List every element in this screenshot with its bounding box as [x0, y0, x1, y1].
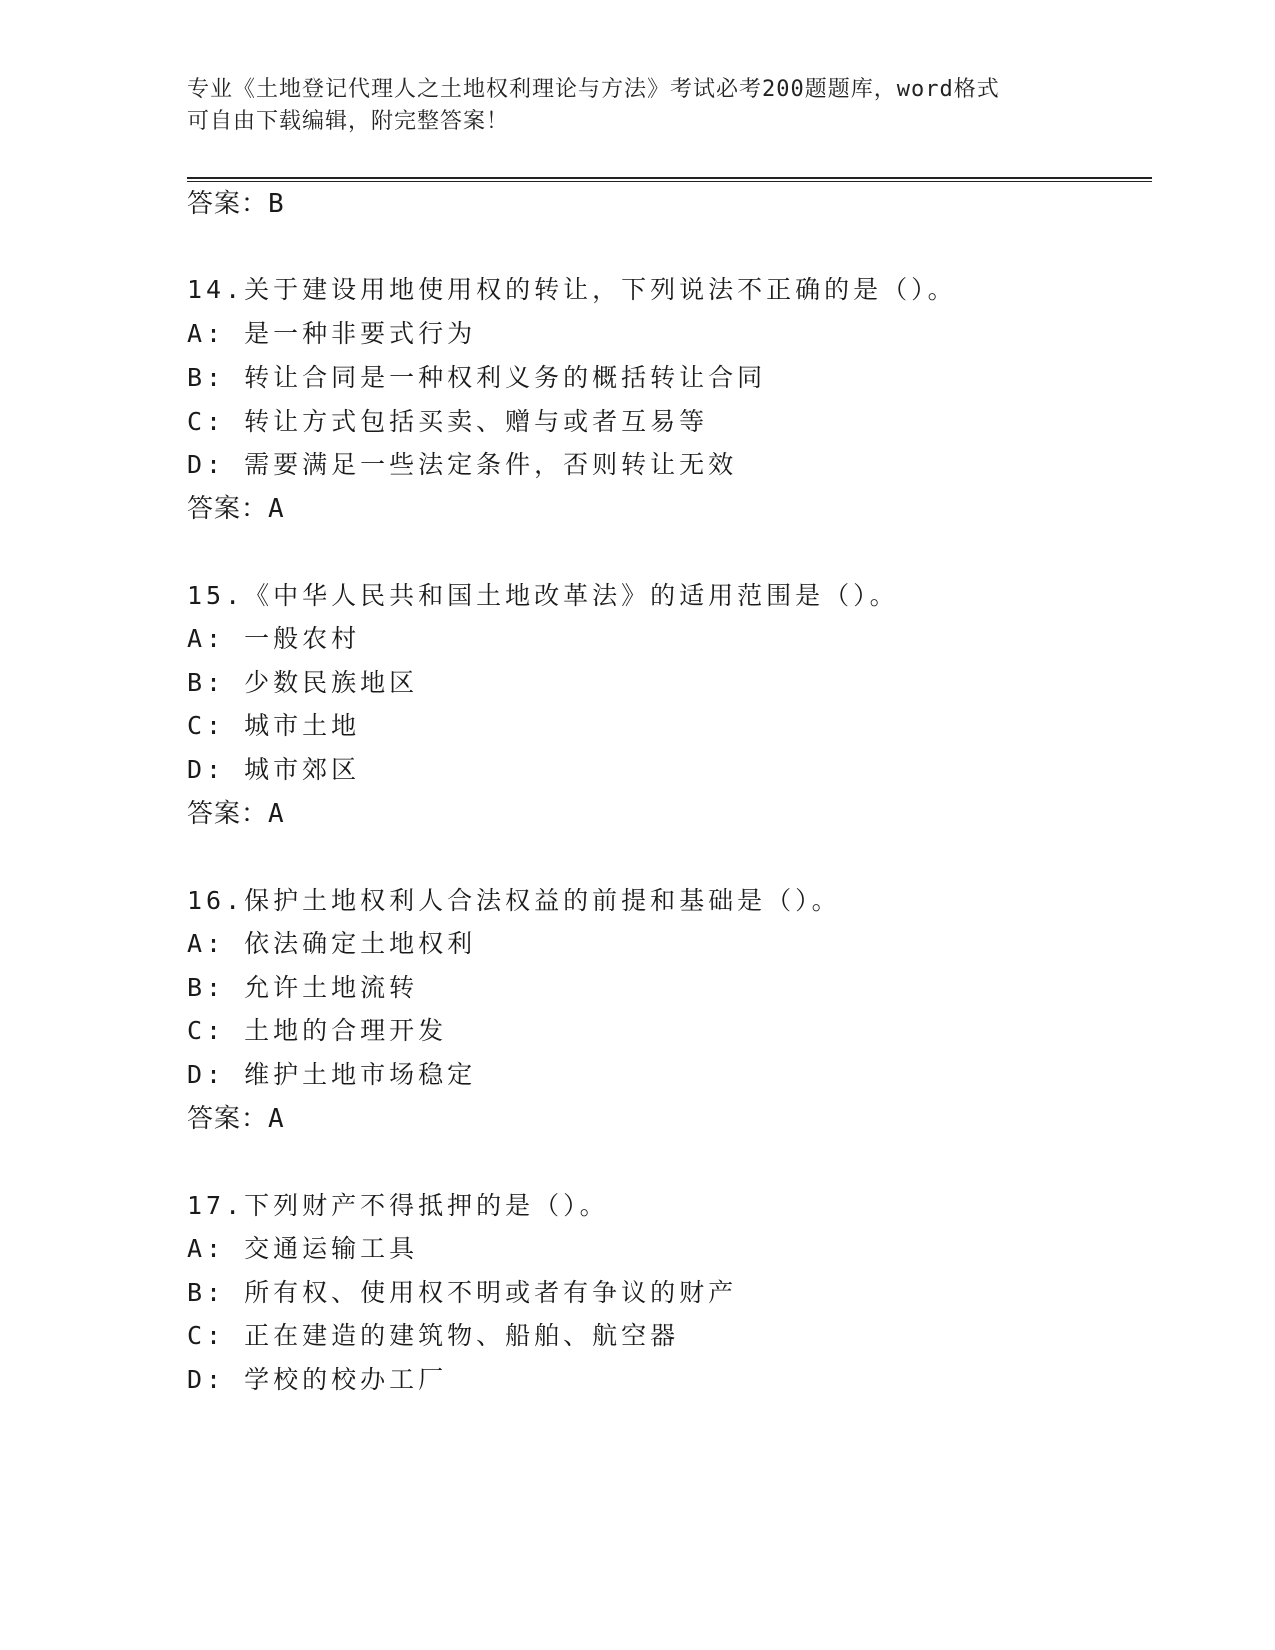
option-b: B: 所有权、使用权不明或者有争议的财产: [187, 1278, 738, 1307]
answer-line: [187, 187, 285, 221]
question-stem: 15.《中华人民共和国土地改革法》的适用范围是（）。: [187, 581, 899, 610]
answer-value: A: [268, 1104, 285, 1134]
option-a: A: 依法确定土地权利: [187, 929, 477, 958]
option-c: C: 正在建造的建筑物、船舶、航空器: [187, 1321, 680, 1350]
option-a: A: 一般农村: [187, 624, 361, 653]
header-line-2: 可自由下载编辑，附完整答案！: [187, 109, 510, 134]
answer-label: 答案：: [187, 494, 269, 524]
option-c: C: 转让方式包括买卖、赠与或者互易等: [187, 407, 709, 436]
option-d: D: 维护土地市场稳定: [187, 1060, 477, 1089]
option-c: C: 城市土地: [187, 711, 361, 740]
answer-value: A: [268, 799, 285, 829]
answer-value: A: [268, 494, 285, 524]
option-c: C: 土地的合理开发: [187, 1016, 448, 1045]
answer-line: [187, 797, 285, 831]
answer-value: B: [268, 189, 285, 219]
answer-label: 答案：: [187, 189, 269, 219]
answer-label: 答案：: [187, 1104, 269, 1134]
option-d: D: 需要满足一些法定条件，否则转让无效: [187, 450, 738, 479]
question-stem: 17.下列财产不得抵押的是（）。: [187, 1191, 609, 1220]
option-a: A: 是一种非要式行为: [187, 319, 477, 348]
option-b: B: 少数民族地区: [187, 668, 419, 697]
option-d: D: 学校的校办工厂: [187, 1365, 448, 1394]
option-b: B: 转让合同是一种权利义务的概括转让合同: [187, 363, 767, 392]
header-divider-thin: [187, 181, 1152, 182]
header-divider: [187, 177, 1152, 179]
page-header: [187, 74, 1087, 138]
answer-label: 答案：: [187, 799, 269, 829]
question-stem: 16.保护土地权利人合法权益的前提和基础是（）。: [187, 886, 841, 915]
header-line-1: 专业《土地登记代理人之土地权利理论与方法》考试必考200题题库，word格式: [187, 77, 1000, 102]
option-b: B: 允许土地流转: [187, 973, 419, 1002]
option-d: D: 城市郊区: [187, 755, 361, 784]
answer-line: [187, 492, 285, 526]
answer-line: [187, 1102, 285, 1136]
option-a: A: 交通运输工具: [187, 1234, 419, 1263]
question-stem: 14.关于建设用地使用权的转让，下列说法不正确的是（）。: [187, 275, 957, 304]
